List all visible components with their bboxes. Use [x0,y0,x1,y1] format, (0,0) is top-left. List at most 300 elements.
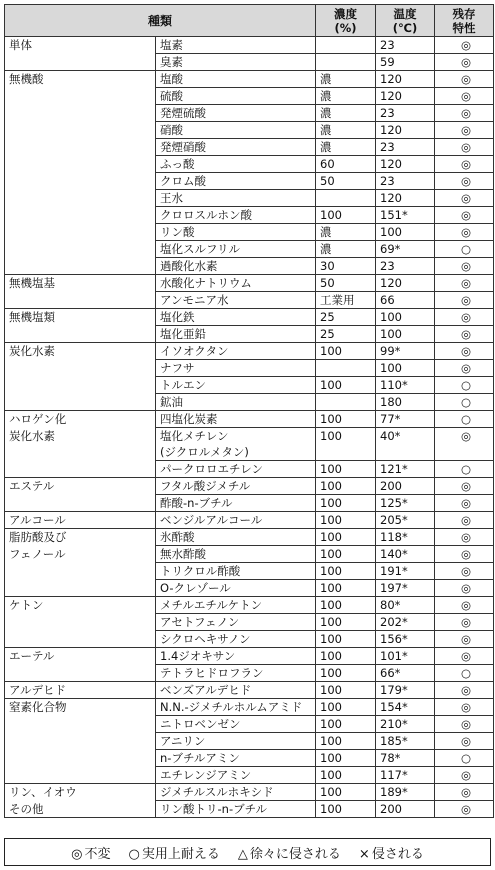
resistance-cell: ◎ [435,309,494,326]
table-row [5,173,494,190]
concentration-cell: 100 [316,529,376,546]
concentration-cell: 100 [316,411,376,428]
temperature-cell: 197* [376,580,435,597]
table-row [5,461,494,478]
legend-item [129,843,220,862]
resistance-cell: ◎ [435,733,494,750]
category-cell [5,733,156,750]
header-res-line1: 残存 [452,6,476,21]
table-row [5,733,494,750]
category-cell: アルデヒド [5,682,156,699]
category-cell [5,377,156,394]
category-cell: ハロゲン化 [5,411,156,428]
table-row [5,326,494,343]
category-cell [5,292,156,309]
table-row [5,529,494,546]
concentration-cell: 100 [316,716,376,733]
resistance-cell: ○ [435,377,494,394]
resistance-cell: ◎ [435,224,494,241]
table-row [5,275,494,292]
temperature-cell: 100 [376,360,435,377]
temperature-cell: 40* [376,428,435,445]
resistance-cell: ○ [435,665,494,682]
resistance-cell: ◎ [435,580,494,597]
chemical-name-cell: エチレンジアミン [156,767,316,784]
temperature-cell: 125* [376,495,435,512]
table-row [5,665,494,682]
resistance-cell: ◎ [435,122,494,139]
temperature-cell: 140* [376,546,435,563]
category-cell: 無機塩類 [5,309,156,326]
category-cell [5,750,156,767]
header-conc-line1: 濃度 [334,6,358,21]
category-cell: リン、イオウ [5,784,156,801]
category-cell: 脂肪酸及び [5,529,156,546]
category-cell [5,156,156,173]
concentration-cell: 濃 [316,122,376,139]
concentration-cell: 濃 [316,139,376,156]
resistance-cell: ◎ [435,631,494,648]
table-row [5,648,494,665]
table-row [5,546,494,563]
resistance-cell: ◎ [435,326,494,343]
table-row [5,411,494,428]
concentration-cell: 100 [316,733,376,750]
category-cell [5,326,156,343]
temperature-cell: 205* [376,512,435,529]
category-cell [5,258,156,275]
resistance-cell: ◎ [435,139,494,156]
table-row [5,343,494,360]
concentration-cell: 50 [316,275,376,292]
category-cell: エーテル [5,648,156,665]
category-cell: 炭化水素 [5,343,156,360]
concentration-cell: 100 [316,801,376,818]
table-row [5,495,494,512]
category-cell [5,190,156,207]
chemical-name-cell: アニリン [156,733,316,750]
resistance-cell: ◎ [435,207,494,224]
resistance-cell: ◎ [435,343,494,360]
category-cell [5,461,156,478]
table-row [5,614,494,631]
chemical-name-cell: ふっ酸 [156,156,316,173]
chemical-name-cell: 氷酢酸 [156,529,316,546]
temperature-cell: 66 [376,292,435,309]
resistance-cell: ◎ [435,190,494,207]
chemical-name-cell: 四塩化炭素 [156,411,316,428]
concentration-cell: 30 [316,258,376,275]
table-row [5,631,494,648]
chemical-name-cell: イソオクタン [156,343,316,360]
category-cell [5,665,156,682]
category-cell [5,360,156,377]
legend-label: 侵される [371,846,424,862]
legend-label: 徐々に侵される [249,846,341,862]
resistance-cell: ○ [435,411,494,428]
concentration-cell [316,444,376,461]
temperature-cell: 101* [376,648,435,665]
chemical-name-cell: 過酸化水素 [156,258,316,275]
category-cell: フェノール [5,546,156,563]
concentration-cell: 100 [316,614,376,631]
legend-item [359,843,424,862]
category-cell [5,54,156,71]
table-row [5,682,494,699]
concentration-cell: 25 [316,326,376,343]
legend [4,838,491,866]
resistance-cell [435,444,494,461]
resistance-cell: ◎ [435,156,494,173]
chemical-name-cell: 酢酸-n-ブチル [156,495,316,512]
header-conc-line2: (%) [334,20,357,35]
chemical-name-cell: 硫酸 [156,88,316,105]
table-row [5,190,494,207]
concentration-cell: 100 [316,207,376,224]
table-row [5,784,494,801]
category-cell [5,122,156,139]
table-row [5,428,494,445]
chemical-name-cell: O-クレゾール [156,580,316,597]
resistance-cell: ◎ [435,801,494,818]
concentration-cell: 濃 [316,105,376,122]
chemical-name-cell: 塩化亜鉛 [156,326,316,343]
temperature-cell: 120 [376,88,435,105]
category-cell [5,241,156,258]
category-cell [5,139,156,156]
category-cell: 窒素化合物 [5,699,156,716]
chemical-name-cell: (ジクロルメタン) [156,444,316,461]
table-row [5,122,494,139]
temperature-cell: 191* [376,563,435,580]
temperature-cell: 66* [376,665,435,682]
category-cell [5,716,156,733]
table-row [5,597,494,614]
category-cell [5,563,156,580]
category-cell: 無機酸 [5,71,156,88]
header-temperature [376,5,435,37]
category-cell [5,207,156,224]
resistance-cell: ◎ [435,495,494,512]
category-cell [5,173,156,190]
header-temp-line2: (℃) [392,20,418,35]
temperature-cell: 151* [376,207,435,224]
temperature-cell: 120 [376,156,435,173]
chemical-name-cell: 塩化スルフリル [156,241,316,258]
category-cell [5,224,156,241]
chemical-name-cell: 塩化メチレン [156,428,316,445]
resistance-cell: ◎ [435,258,494,275]
table-row [5,156,494,173]
concentration-cell: 100 [316,343,376,360]
concentration-cell: 50 [316,173,376,190]
legend-item [71,843,110,862]
resistance-cell: ○ [435,394,494,411]
resistance-cell: ◎ [435,428,494,445]
legend-item [238,843,341,862]
resistance-cell: ◎ [435,478,494,495]
legend-label: 実用上耐える [141,846,220,862]
concentration-cell: 濃 [316,241,376,258]
chemical-name-cell: リン酸トリ-n-ブチル [156,801,316,818]
table-row [5,54,494,71]
table-body [5,37,494,818]
category-cell [5,580,156,597]
resistance-cell: ◎ [435,699,494,716]
chemical-name-cell: 水酸化ナトリウム [156,275,316,292]
temperature-cell: 69* [376,241,435,258]
temperature-cell: 117* [376,767,435,784]
temperature-cell: 100 [376,326,435,343]
legend-label: 不変 [84,846,111,862]
category-cell [5,394,156,411]
table-row [5,88,494,105]
temperature-cell: 23 [376,139,435,156]
temperature-cell: 118* [376,529,435,546]
concentration-cell [316,360,376,377]
concentration-cell: 100 [316,512,376,529]
chemical-name-cell: 1.4ジオキサン [156,648,316,665]
concentration-cell: 濃 [316,224,376,241]
chemical-name-cell: 王水 [156,190,316,207]
chemical-name-cell: 発煙硫酸 [156,105,316,122]
temperature-cell: 200 [376,478,435,495]
temperature-cell: 189* [376,784,435,801]
concentration-cell: 100 [316,428,376,445]
concentration-cell: 100 [316,665,376,682]
resistance-cell: ◎ [435,512,494,529]
chemical-name-cell: 塩化鉄 [156,309,316,326]
chemical-resistance-table [4,4,494,818]
temperature-cell: 121* [376,461,435,478]
table-row [5,444,494,461]
resistance-cell: ○ [435,461,494,478]
category-cell [5,444,156,461]
temperature-cell: 23 [376,105,435,122]
chemical-name-cell: 臭素 [156,54,316,71]
resistance-cell: ◎ [435,37,494,54]
chemical-name-cell: アセトフェノン [156,614,316,631]
table-row [5,37,494,54]
concentration-cell: 100 [316,478,376,495]
resistance-cell: ○ [435,241,494,258]
temperature-cell: 77* [376,411,435,428]
resistance-cell: ◎ [435,546,494,563]
table-row [5,512,494,529]
chemical-name-cell: リン酸 [156,224,316,241]
table-row [5,716,494,733]
temperature-cell: 100 [376,309,435,326]
chemical-name-cell: パークロロエチレン [156,461,316,478]
concentration-cell: 100 [316,546,376,563]
table-row [5,377,494,394]
temperature-cell: 120 [376,190,435,207]
concentration-cell: 100 [316,563,376,580]
table-row [5,241,494,258]
category-cell: その他 [5,801,156,818]
temperature-cell: 210* [376,716,435,733]
chemical-name-cell: N.N.-ジメチルホルムアミド [156,699,316,716]
table-row [5,767,494,784]
category-cell: エステル [5,478,156,495]
table-row [5,71,494,88]
chemical-name-cell: シクロヘキサノン [156,631,316,648]
legend-symbol: ◎ [71,846,83,862]
resistance-cell: ◎ [435,767,494,784]
concentration-cell: 100 [316,784,376,801]
resistance-cell: ◎ [435,292,494,309]
temperature-cell: 100 [376,224,435,241]
resistance-cell: ○ [435,750,494,767]
concentration-cell [316,190,376,207]
chemical-name-cell: トリクロル酢酸 [156,563,316,580]
temperature-cell: 120 [376,122,435,139]
table-row [5,563,494,580]
concentration-cell: 100 [316,597,376,614]
concentration-cell: 100 [316,461,376,478]
table-row [5,309,494,326]
header-temp-line1: 温度 [393,6,417,21]
concentration-cell: 濃 [316,71,376,88]
concentration-cell: 100 [316,377,376,394]
temperature-cell: 120 [376,275,435,292]
temperature-cell: 154* [376,699,435,716]
concentration-cell: 100 [316,495,376,512]
category-cell [5,614,156,631]
category-cell [5,631,156,648]
resistance-cell: ◎ [435,360,494,377]
header-kind: 種類 [5,5,316,37]
resistance-cell: ◎ [435,784,494,801]
chemical-name-cell: 無水酢酸 [156,546,316,563]
resistance-cell: ◎ [435,275,494,292]
table-row [5,207,494,224]
resistance-cell: ◎ [435,88,494,105]
resistance-cell: ◎ [435,71,494,88]
chemical-name-cell: テトラヒドロフラン [156,665,316,682]
chemical-name-cell: 鉱油 [156,394,316,411]
concentration-cell: 25 [316,309,376,326]
concentration-cell: 100 [316,682,376,699]
chemical-name-cell: ニトロベンゼン [156,716,316,733]
concentration-cell [316,37,376,54]
resistance-cell: ◎ [435,648,494,665]
category-cell: ケトン [5,597,156,614]
temperature-cell: 156* [376,631,435,648]
table-header-row [5,5,494,37]
temperature-cell: 180 [376,394,435,411]
chemical-name-cell: クロロスルホン酸 [156,207,316,224]
concentration-cell: 濃 [316,88,376,105]
resistance-cell: ◎ [435,716,494,733]
chemical-name-cell: 塩酸 [156,71,316,88]
chemical-name-cell: 発煙硝酸 [156,139,316,156]
resistance-cell: ◎ [435,173,494,190]
temperature-cell: 120 [376,71,435,88]
table-row [5,394,494,411]
temperature-cell: 200 [376,801,435,818]
chemical-name-cell: ベンジルアルコール [156,512,316,529]
chemical-name-cell: クロム酸 [156,173,316,190]
temperature-cell: 99* [376,343,435,360]
chemical-name-cell: 塩素 [156,37,316,54]
resistance-cell: ◎ [435,105,494,122]
header-concentration [316,5,376,37]
resistance-cell: ◎ [435,682,494,699]
temperature-cell: 185* [376,733,435,750]
chemical-name-cell: ベンズアルデヒド [156,682,316,699]
concentration-cell: 100 [316,580,376,597]
table-row [5,360,494,377]
table-row [5,105,494,122]
chemical-name-cell: 硝酸 [156,122,316,139]
legend-symbol: △ [237,846,248,862]
legend-symbol: × [358,846,370,862]
temperature-cell: 80* [376,597,435,614]
resistance-cell: ◎ [435,597,494,614]
category-cell [5,88,156,105]
table-row [5,139,494,156]
category-cell [5,495,156,512]
concentration-cell: 100 [316,750,376,767]
category-cell: 炭化水素 [5,428,156,445]
resistance-cell: ◎ [435,529,494,546]
temperature-cell: 59 [376,54,435,71]
table-row [5,292,494,309]
temperature-cell: 23 [376,37,435,54]
concentration-cell [316,54,376,71]
concentration-cell: 工業用 [316,292,376,309]
category-cell [5,767,156,784]
chemical-name-cell: n-ブチルアミン [156,750,316,767]
table-row [5,699,494,716]
category-cell: アルコール [5,512,156,529]
chemical-name-cell: メチルエチルケトン [156,597,316,614]
category-cell: 無機塩基 [5,275,156,292]
legend-symbol: ○ [128,846,140,862]
concentration-cell: 60 [316,156,376,173]
temperature-cell: 110* [376,377,435,394]
table-row [5,478,494,495]
category-cell [5,105,156,122]
table-row [5,750,494,767]
chemical-name-cell: ナフサ [156,360,316,377]
category-cell: 単体 [5,37,156,54]
temperature-cell: 202* [376,614,435,631]
table-row [5,224,494,241]
table-row [5,258,494,275]
temperature-cell: 23 [376,173,435,190]
concentration-cell: 100 [316,767,376,784]
chemical-name-cell: アンモニア水 [156,292,316,309]
table-row [5,580,494,597]
temperature-cell: 179* [376,682,435,699]
header-res-line2: 特性 [452,20,476,35]
chemical-name-cell: フタル酸ジメチル [156,478,316,495]
concentration-cell [316,394,376,411]
temperature-cell: 23 [376,258,435,275]
concentration-cell: 100 [316,648,376,665]
header-resistance [435,5,494,37]
concentration-cell: 100 [316,631,376,648]
resistance-cell: ◎ [435,563,494,580]
temperature-cell: 78* [376,750,435,767]
concentration-cell: 100 [316,699,376,716]
table-row [5,801,494,818]
chemical-name-cell: ジメチルスルホキシド [156,784,316,801]
chemical-name-cell: トルエン [156,377,316,394]
temperature-cell [376,444,435,461]
